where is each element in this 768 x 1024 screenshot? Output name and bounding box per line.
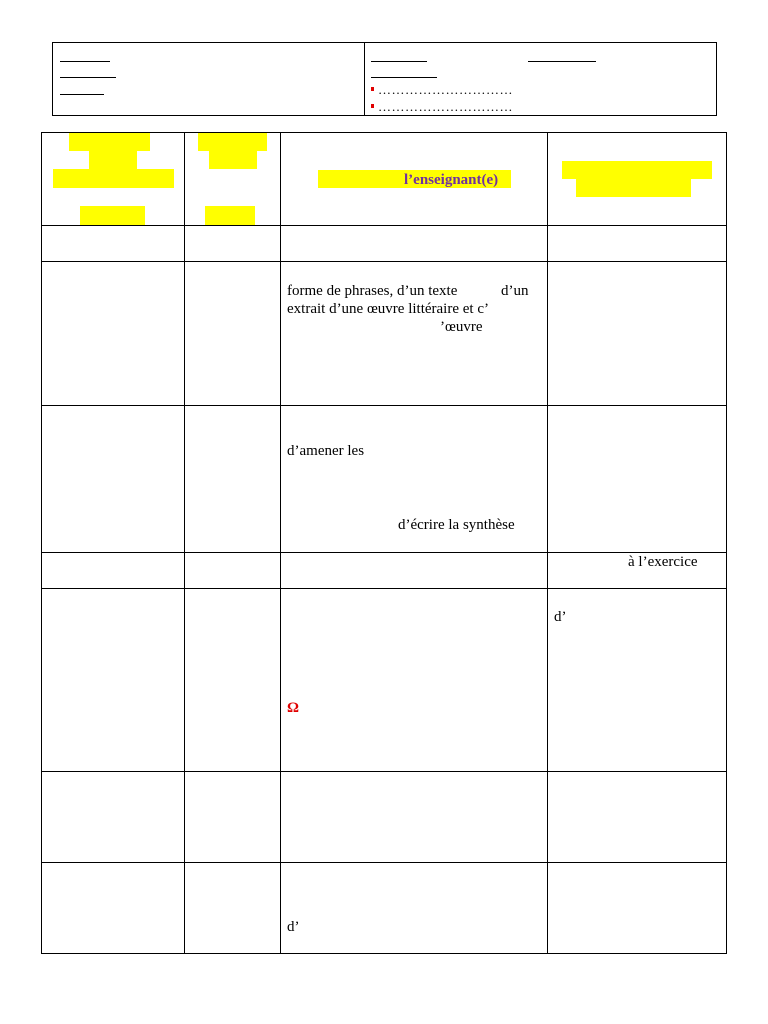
- cell-text: extrait d’une œuvre littéraire et c’: [287, 301, 489, 317]
- row-divider: [41, 225, 727, 226]
- header-blank-3: [60, 94, 104, 95]
- header-blank-2: [60, 77, 116, 78]
- cell-text: d’écrire la synthèse: [398, 517, 515, 533]
- row-divider: [41, 771, 727, 772]
- header-highlight-col4: [562, 161, 712, 179]
- cell-text: à l’exercice: [628, 554, 698, 570]
- header-dotted-line-1: …………………………: [378, 82, 513, 97]
- header-highlight-col1: [53, 169, 174, 188]
- cell-text: ’œuvre: [440, 319, 483, 335]
- header-blank-5: [528, 61, 596, 62]
- lesson-table: [41, 132, 727, 954]
- omega-symbol: Ω: [287, 700, 300, 716]
- header-highlight-col2: [209, 151, 257, 169]
- header-highlight-col2: [198, 133, 267, 151]
- header-blank-1: [60, 61, 110, 62]
- header-highlight-col1: [80, 206, 145, 225]
- teacher-column-header: l’enseignant(e): [404, 172, 499, 188]
- header-blank-4: [371, 61, 427, 62]
- header-highlight-col1: [69, 133, 150, 151]
- header-divider: [364, 42, 365, 116]
- column-divider: [280, 132, 281, 954]
- row-divider: [41, 552, 727, 553]
- row-divider: [41, 405, 727, 406]
- column-divider: [547, 132, 548, 954]
- cell-text: d’: [287, 919, 300, 935]
- row-divider: [41, 261, 727, 262]
- header-highlight-col2: [205, 206, 255, 225]
- row-divider: [41, 862, 727, 863]
- header-blank-6: [371, 77, 437, 78]
- column-divider: [184, 132, 185, 954]
- bullet-icon: [371, 104, 374, 108]
- row-divider: [41, 588, 727, 589]
- header-dotted-line-2: …………………………: [378, 99, 513, 114]
- bullet-icon: [371, 87, 374, 91]
- cell-text: d’un: [501, 283, 529, 299]
- header-highlight-col1: [89, 151, 137, 169]
- cell-text: forme de phrases, d’un texte: [287, 283, 458, 299]
- cell-text: d’amener les: [287, 443, 365, 459]
- header-highlight-col4: [576, 179, 691, 197]
- cell-text: d’: [554, 609, 567, 625]
